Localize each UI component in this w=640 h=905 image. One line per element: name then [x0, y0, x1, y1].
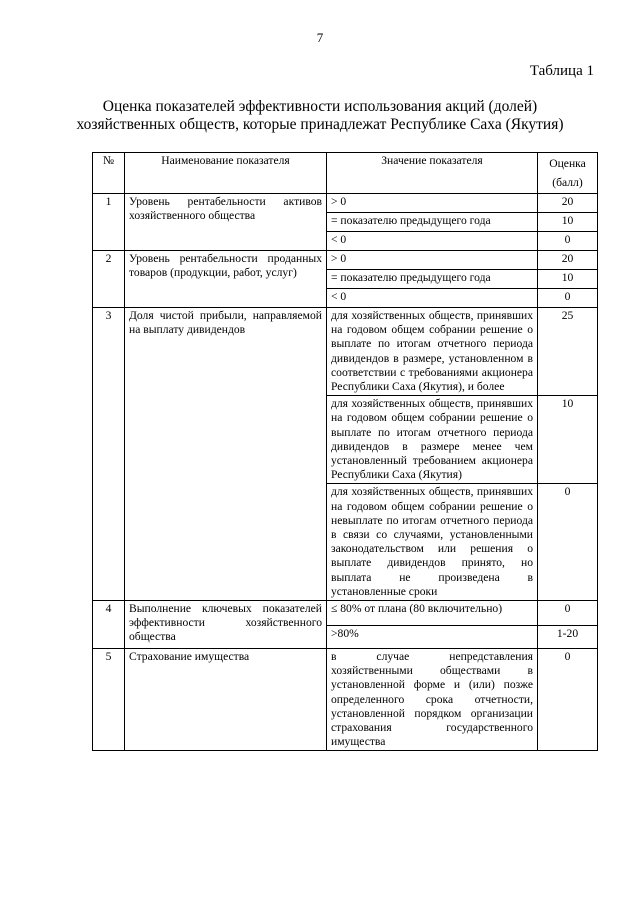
header-value: Значение показателя — [327, 153, 538, 194]
table-header-row — [93, 153, 598, 194]
document-title — [60, 98, 580, 134]
row-number: 3 — [93, 308, 125, 601]
indicator-score: 0 — [538, 649, 598, 751]
indicator-score: 10 — [538, 396, 598, 484]
indicator-name: Страхование имущества — [125, 649, 327, 751]
indicator-value: для хозяйственных обществ, принявших на годовом общем собрании решение о выплате по итогам отчетного периода дивидендов в размере менее чем установленный требованием акционера Республики Саха (Якутия) — [327, 396, 538, 484]
indicator-value: для хозяйственных обществ, принявших на годовом общем собрании решение о невыплате по итогам отчетного периода в связи со случаями, установленными законодательством или решения о выплате дивидендов принято, но выплата не произведена в установленные сроки — [327, 484, 538, 601]
indicator-value: < 0 — [327, 289, 538, 308]
table-row — [93, 601, 598, 626]
indicator-score: 20 — [538, 251, 598, 270]
table-label: Таблица 1 — [529, 63, 594, 79]
header-score: Оценка (балл) — [538, 153, 598, 194]
indicator-value: = показателю предыдущего года — [327, 270, 538, 289]
indicator-name: Уровень рентабельности активов хозяйственного общества — [125, 194, 327, 251]
indicator-score: 20 — [538, 194, 598, 213]
table-row — [93, 649, 598, 751]
indicator-value: для хозяйственных обществ, принявших на годовом общем собрании решение о выплате по итогам отчетного периода дивидендов в размере, установленном в соответствии с требованиями акционера Республики Саха (Якутия), и более — [327, 308, 538, 396]
indicator-value: >80% — [327, 626, 538, 649]
indicator-name: Уровень рентабельности проданных товаров (продукции, работ, услуг) — [125, 251, 327, 308]
table-row — [93, 194, 598, 213]
row-number: 1 — [93, 194, 125, 251]
title-line-2: хозяйственных обществ, которые принадлежат Республике Саха (Якутия) — [76, 116, 564, 133]
row-number: 4 — [93, 601, 125, 649]
header-num: № — [93, 153, 125, 194]
page-number: 7 — [316, 30, 324, 45]
indicator-name: Выполнение ключевых показателей эффективности хозяйственного общества — [125, 601, 327, 649]
header-name: Наименование показателя — [125, 153, 327, 194]
title-line-1: Оценка показателей эффективности использования акций (долей) — [102, 98, 538, 115]
indicators-table — [92, 152, 598, 751]
indicator-score: 1-20 — [538, 626, 598, 649]
indicator-value: > 0 — [327, 251, 538, 270]
indicator-score: 0 — [538, 289, 598, 308]
indicator-score: 10 — [538, 213, 598, 232]
indicator-score: 0 — [538, 232, 598, 251]
indicator-value: ≤ 80% от плана (80 включительно) — [327, 601, 538, 626]
indicator-score: 0 — [538, 601, 598, 626]
indicator-value: > 0 — [327, 194, 538, 213]
indicator-name: Доля чистой прибыли, направляемой на выплату дивидендов — [125, 308, 327, 601]
indicator-score: 25 — [538, 308, 598, 396]
indicator-value: = показателю предыдущего года — [327, 213, 538, 232]
table-row — [93, 251, 598, 270]
row-number: 5 — [93, 649, 125, 751]
indicator-value: в случае непредставления хозяйственными обществами в установленной форме и (или) позже определенного срока отчетности, установленной порядком организации страхования государственного имущества — [327, 649, 538, 751]
indicator-score: 0 — [538, 484, 598, 601]
indicator-value: < 0 — [327, 232, 538, 251]
row-number: 2 — [93, 251, 125, 308]
indicator-score: 10 — [538, 270, 598, 289]
table-row — [93, 308, 598, 396]
